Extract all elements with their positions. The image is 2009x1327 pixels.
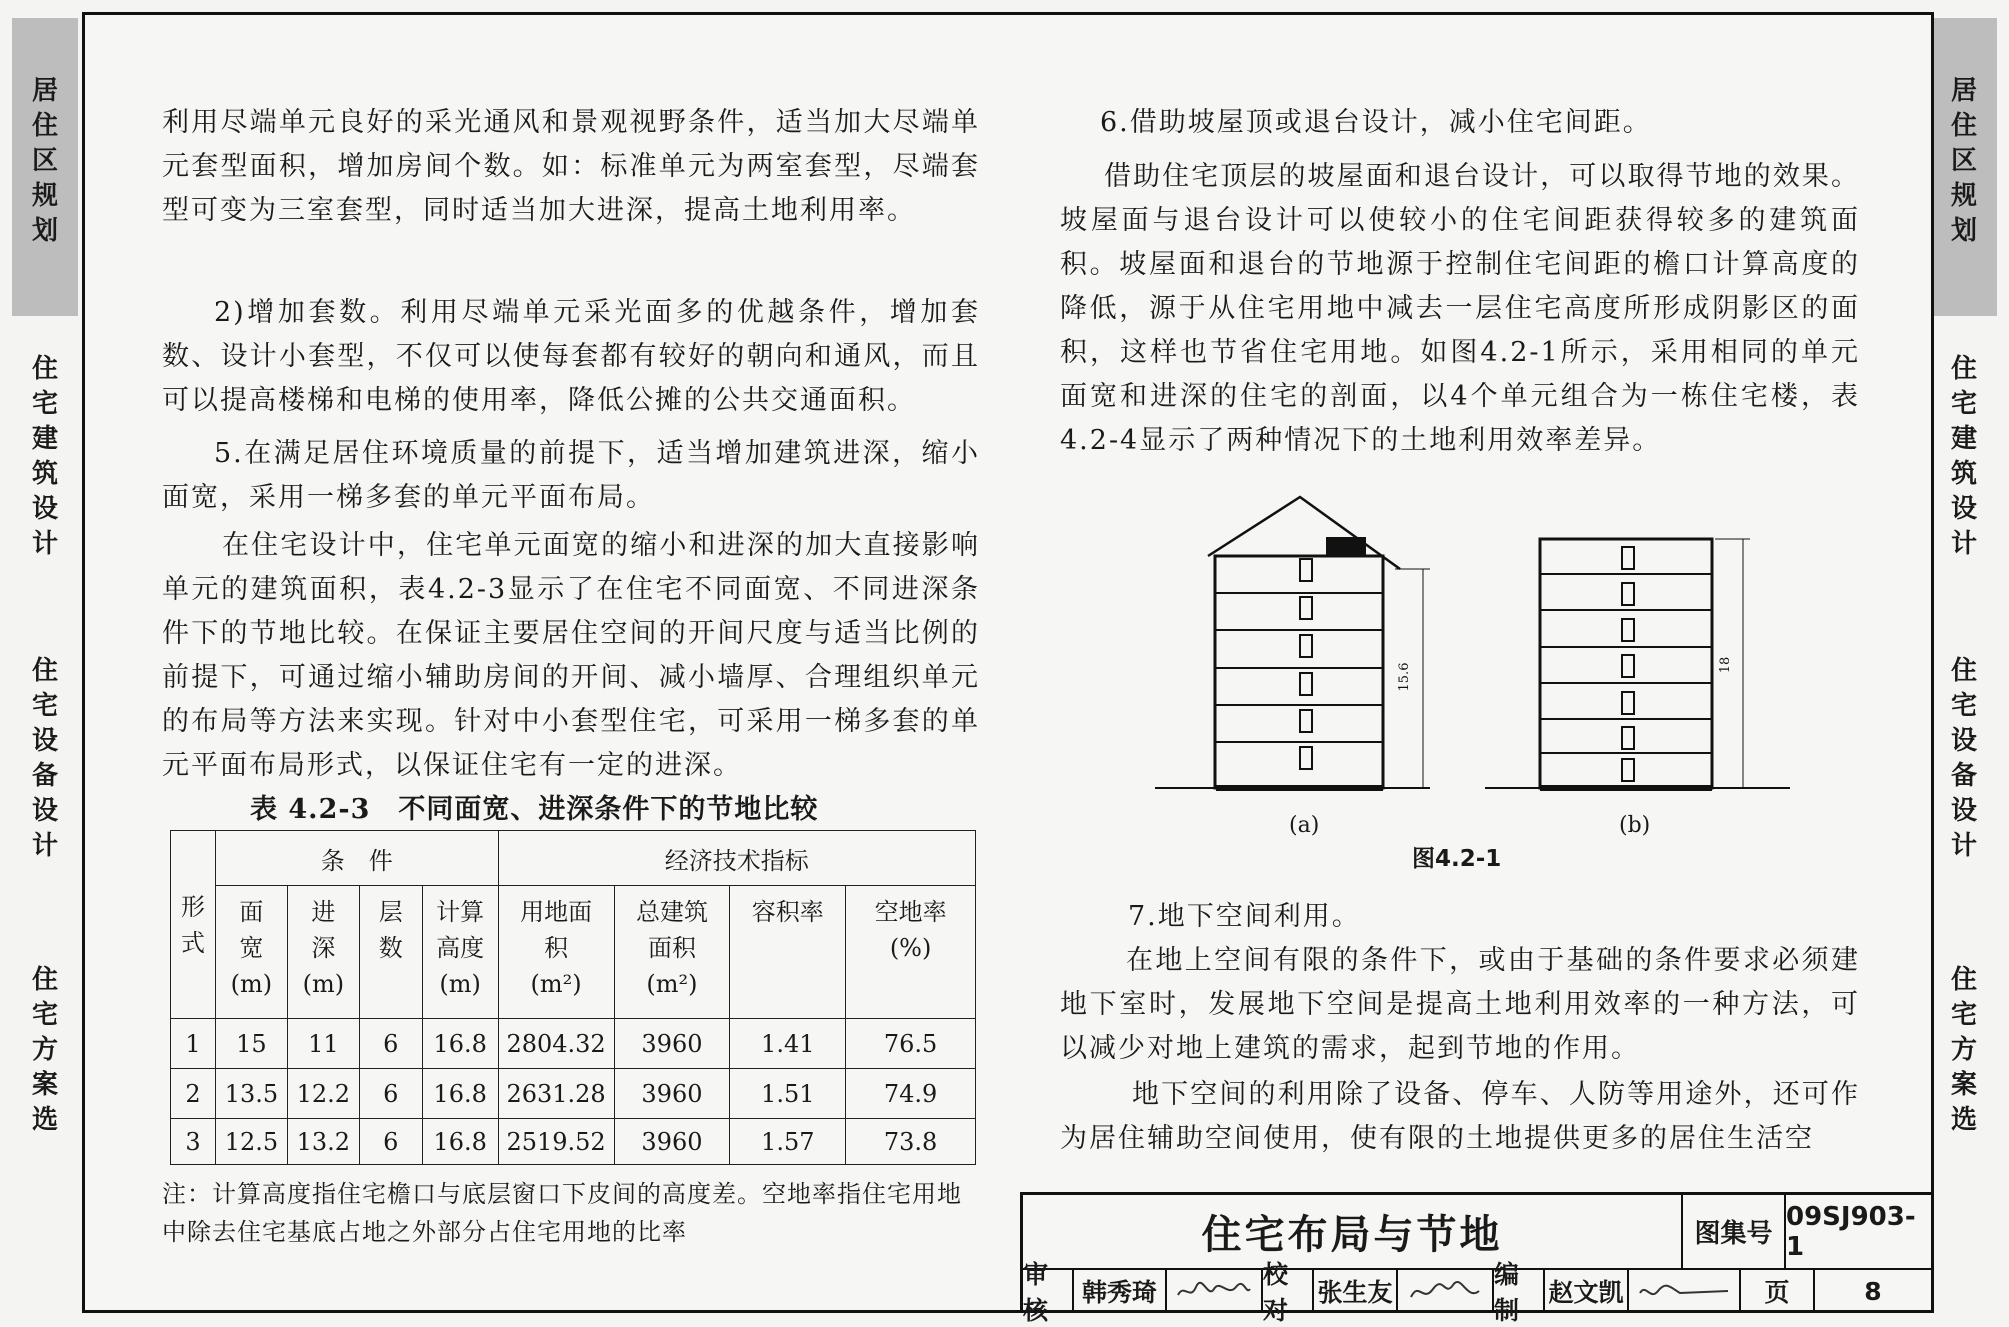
signature-image — [1174, 1277, 1254, 1305]
atlas-number-label: 图集号 — [1683, 1195, 1786, 1268]
table-cell: 1 — [171, 1019, 216, 1069]
sidebar-item-equipment: 住 宅 设 备 设 计 — [31, 656, 58, 861]
heading-item-7: 7.地下空间利用。 — [1128, 901, 1361, 932]
figure-label-a: (a) — [1289, 813, 1320, 838]
title-block-signatures — [1023, 1260, 1931, 1325]
table-cell: 3960 — [614, 1119, 730, 1165]
sidebar-item-planning: 居 住 区 规 划 — [1950, 76, 1977, 246]
table-cell: 1.41 — [730, 1019, 846, 1069]
table-header-depth: 进 深 (m) — [287, 886, 359, 1019]
table-cell: 11 — [287, 1019, 359, 1069]
table-header-conditions: 条 件 — [215, 831, 498, 886]
table-header-calc-height: 计算 高度 (m) — [422, 886, 498, 1019]
table-header-far: 容积率 — [730, 886, 846, 1019]
review-label: 审核 — [1023, 1270, 1074, 1312]
sidebar-item-equipment: 住 宅 设 备 设 计 — [1950, 656, 1977, 861]
table-cell: 13.5 — [215, 1069, 287, 1119]
drawing-title: 住宅布局与节地 — [1023, 1195, 1683, 1268]
table-cell: 15 — [215, 1019, 287, 1069]
table-cell: 3 — [171, 1119, 216, 1165]
section-figure — [1140, 487, 1800, 817]
check-label: 校对 — [1263, 1270, 1314, 1312]
table-cell: 6 — [359, 1119, 422, 1165]
paragraph-increase-units: 2)增加套数。利用尽端单元采光面多的优越条件，增加套数、设计小套型，不仅可以使每套都有较好的朝向和通风，而且可以提高楼梯和电梯的使用率，降低公摊的公共交通面积。 — [162, 297, 980, 416]
table-cell: 76.5 — [846, 1019, 976, 1069]
compile-label: 编制 — [1494, 1270, 1545, 1312]
table-header-width: 面 宽 (m) — [215, 886, 287, 1019]
table-cell: 16.8 — [422, 1069, 498, 1119]
compile-signature — [1629, 1270, 1741, 1312]
sidebar-item-schemes: 住 宅 方 案 选 — [1950, 965, 1977, 1135]
signature-image — [1636, 1277, 1732, 1305]
left-sidebar — [12, 18, 78, 1318]
sidebar-item-architecture: 住 宅 建 筑 设 计 — [1950, 354, 1977, 559]
paragraph-unit-width: 在住宅设计中，住宅单元面宽的缩小和进深的加大直接影响单元的建筑面积，表4.2-3显示了在住宅不同面宽、不同进深条件下的节地比较。在保证主要居住空间的开间尺度与适当比例的前提下，可通过缩小辅助房间的开间、减小墙厚、合理组织单元的布局等方法来实现。针对中小套型住宅，可采用一梯多套的单元平面布局形式，以保证住宅有一定的进深。 — [162, 530, 980, 781]
table-cell: 2519.52 — [498, 1119, 614, 1165]
table-cell: 16.8 — [422, 1119, 498, 1165]
right-sidebar — [1931, 18, 1997, 1318]
dimension-label-b: 18 — [1718, 656, 1733, 674]
figure-title: 图4.2-1 — [1412, 846, 1502, 872]
paragraph-underground-1: 在地上空间有限的条件下，或由于基础的条件要求必须建地下室时，发展地下空间是提高土地利用效率的一种方法，可以减少对地上建筑的需求，起到节地的作用。 — [1060, 945, 1860, 1064]
review-signature — [1167, 1270, 1263, 1312]
table-header-indicators: 经济技术指标 — [498, 831, 975, 886]
table-header-floors: 层 数 — [359, 886, 422, 1019]
paragraph-item-5: 5.在满足居住环境质量的前提下，适当增加建筑进深，缩小面宽，采用一梯多套的单元平面布局。 — [162, 438, 980, 513]
table-cell: 2 — [171, 1069, 216, 1119]
table-subheader-row — [171, 886, 976, 1019]
building-a-section — [1208, 497, 1430, 788]
table-header-floor-area: 总建筑 面积 (m²) — [614, 886, 730, 1019]
sidebar-item-architecture: 住 宅 建 筑 设 计 — [31, 354, 58, 559]
review-name: 韩秀琦 — [1074, 1270, 1167, 1312]
title-block — [1020, 1192, 1931, 1325]
table-cell: 6 — [359, 1019, 422, 1069]
sidebar-item-planning: 居 住 区 规 划 — [31, 76, 58, 246]
signature-image — [1405, 1277, 1485, 1305]
check-name: 张生友 — [1314, 1270, 1398, 1312]
sidebar-item-schemes: 住 宅 方 案 选 — [31, 965, 58, 1135]
page-label: 页 — [1741, 1270, 1815, 1312]
table-cell: 2804.32 — [498, 1019, 614, 1069]
check-signature — [1398, 1270, 1494, 1312]
table-cell: 74.9 — [846, 1069, 976, 1119]
figure-label-b: (b) — [1619, 813, 1651, 838]
table-cell: 13.2 — [287, 1119, 359, 1165]
table-cell: 1.57 — [730, 1119, 846, 1165]
paragraph-underground-2: 地下空间的利用除了设备、停车、人防等用途外，还可作为居住辅助空间使用，使有限的土地提供更多的居住生活空 — [1060, 1079, 1860, 1154]
table-cell: 16.8 — [422, 1019, 498, 1069]
atlas-number: 09SJ903-1 — [1786, 1201, 1916, 1262]
table-header-form: 形 式 — [171, 831, 216, 1019]
paragraph-end-unit: 利用尽端单元良好的采光通风和景观视野条件，适当加大尽端单元套型面积，增加房间个数。如：标准单元为两室套型，尽端套型可变为三室套型，同时适当加大进深，提高土地利用率。 — [162, 107, 980, 226]
table-cell: 12.2 — [287, 1069, 359, 1119]
comparison-table — [170, 830, 976, 1165]
dimension-label-a: 15.6 — [1397, 662, 1412, 692]
table-cell: 73.8 — [846, 1119, 976, 1165]
page-number: 8 — [1864, 1276, 1882, 1306]
table-cell: 3960 — [614, 1069, 730, 1119]
table-row — [171, 1019, 976, 1069]
heading-item-6: 6.借助坡屋顶或退台设计，减小住宅间距。 — [1100, 107, 1652, 138]
compile-name: 赵文凯 — [1545, 1270, 1629, 1312]
table-header-open-space: 空地率 (%) — [846, 886, 976, 1019]
table-row — [171, 1069, 976, 1119]
table-cell: 3960 — [614, 1019, 730, 1069]
paragraph-sloped-roof: 借助住宅顶层的坡屋面和退台设计，可以取得节地的效果。坡屋面与退台设计可以使较小的住宅间距获得较多的建筑面积。坡屋面和退台的节地源于控制住宅间距的檐口计算高度的降低，源于从住宅用地中减去一层住宅高度所形成阴影区的面积，这样也节省住宅用地。如图4.2-1所示，采用相同的单元面宽和进深的住宅的剖面，以4个单元组合为一栋住宅楼，表4.2-4显示了两种情况下的土地利用效率差异。 — [1060, 161, 1860, 456]
table-caption: 表 4.2-3 不同面宽、进深条件下的节地比较 — [250, 794, 819, 825]
table-cell: 1.51 — [730, 1069, 846, 1119]
table-note: 注：计算高度指住宅檐口与底层窗口下皮间的高度差。空地率指住宅用地中除去住宅基底占地之外部分占住宅用地的比率 — [162, 1180, 962, 1246]
table-row — [171, 1119, 976, 1165]
table-cell: 2631.28 — [498, 1069, 614, 1119]
table-cell: 12.5 — [215, 1119, 287, 1165]
table-cell: 6 — [359, 1069, 422, 1119]
table-header-land-area: 用地面 积 (m²) — [498, 886, 614, 1019]
